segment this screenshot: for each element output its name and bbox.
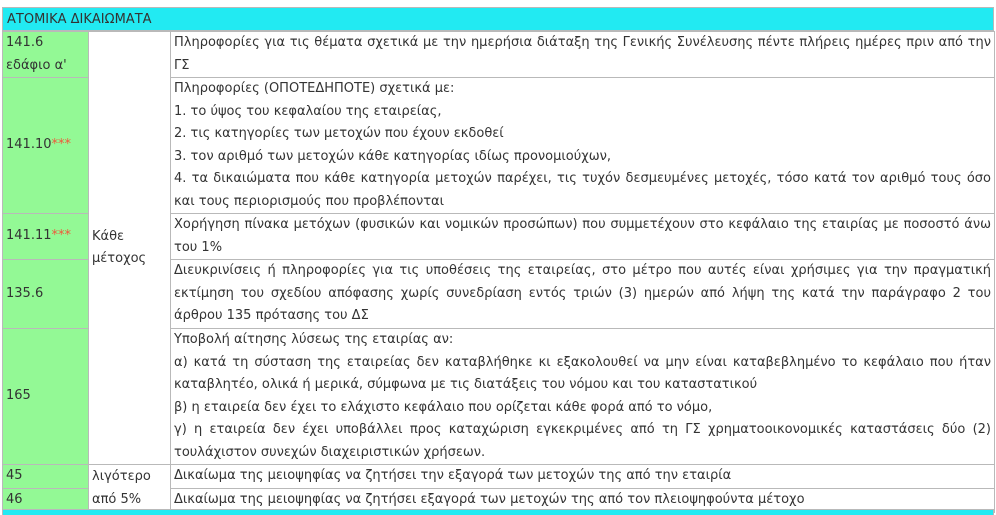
holder-label-line2: από 5% (92, 491, 142, 507)
description-text: 2. τις κατηγορίες των μετοχών που έχουν εκδοθεί (174, 126, 504, 141)
article-number: 165 (6, 388, 31, 404)
description-text: Χορήγηση πίνακα μετόχων (φυσικών και νομικών προσώπων) που συμμετέχουν στο κεφάλαιο της εταιρίας με ποσοστό άνω του 1% (174, 217, 991, 255)
section-header (2, 7, 994, 31)
description-text: 1. το ύψος του κεφαλαίου της εταιρείας, (174, 103, 442, 119)
article-number: 141.6 (6, 35, 44, 50)
description-cell (171, 32, 995, 78)
article-number: 135.6 (6, 285, 44, 301)
table-row (3, 465, 995, 489)
description-text: β) η εταιρεία δεν έχει το ελάχιστο κεφάλαιο που ορίζεται κάθε φορά από το νόμο, (174, 399, 713, 415)
description-cell (171, 78, 995, 214)
description-text: Πληροφορίες (ΟΠΟΤΕΔΗΠΟΤΕ) σχετικά με: (174, 81, 455, 96)
description-cell (171, 329, 995, 465)
description-text: Υποβολή αίτησης λύσεως της εταιρίας αν: (174, 332, 454, 347)
article-cell (3, 465, 89, 489)
description-text: Πληροφορίες για τις θέματα σχετικά με την ημερήσια διάταξη της Γενικής Συνέλευσης πέντε πλήρεις ημέρες πριν από την ΓΣ (174, 35, 991, 73)
holder-label-line2: μέτοχος (92, 251, 147, 266)
article-cell (3, 32, 89, 78)
description-text: γ) η εταιρεία δεν έχει υποβάλλει προς καταχώριση εγκεκριμένες από τη ΓΣ χρηματοοικονομικές καταστάσεις δύο (2) τουλάχιστον συνεχών διαχειριστικών χρήσεων. (174, 422, 991, 460)
rights-table (2, 31, 995, 513)
article-stars: *** (51, 228, 71, 244)
article-cell (3, 214, 89, 260)
article-cell (3, 329, 89, 465)
description-cell (171, 214, 995, 260)
holder-label-line1: Κάθε (92, 228, 125, 244)
table-row (3, 32, 995, 78)
article-cell (3, 78, 89, 214)
description-text: Δικαίωμα της μειοψηφίας να ζητήσει εξαγορά των μετοχών της από τον πλειοψηφούντα μέτοχο (174, 492, 805, 508)
section-title: ΑΤΟΜΙΚΑ ΔΙΚΑΙΩΜΑΤΑ (7, 12, 152, 27)
article-number: 46 (6, 492, 23, 508)
article-cell (3, 260, 89, 329)
holder-cell (89, 32, 171, 465)
holder-cell (89, 465, 171, 513)
description-cell (171, 260, 995, 329)
description-text: α) κατά τη σύσταση της εταιρείας δεν καταβλήθηκε κι εξακολουθεί να μην είναι καταβεβλημένο το κεφάλαιο που ήταν καταβλητέο, ολικά ή μερικά, σύμφωνα με τις διατάξεις του νόμου και του καταστατικού (174, 354, 991, 392)
article-paragraph: εδάφιο α' (6, 57, 67, 73)
description-cell (171, 465, 995, 489)
article-number: 141.10 (6, 137, 52, 153)
holder-label-line1: λιγότερο (92, 469, 151, 484)
article-stars: *** (51, 137, 71, 153)
article-number: 45 (6, 468, 23, 484)
description-text: Δικαίωμα της μειοψηφίας να ζητήσει την εξαγορά των μετοχών της από την εταιρία (174, 468, 732, 484)
article-number: 141.11 (6, 228, 52, 244)
description-text: 4. τα δικαιώματα που κάθε κατηγορία μετοχών παρέχει, τις τυχόν δεσμευμένες μετοχές, τόσο κατά τον αριθμό τους όσο και τους περιορισμούς που προβλέπονται (174, 171, 991, 209)
description-text: 3. τον αριθμό των μετοχών κάθε κατηγορίας ιδίως προνομιούχων, (174, 148, 612, 164)
next-section-header (2, 509, 994, 515)
description-text: Διευκρινίσεις ή πληροφορίες για τις υποθέσεις της εταιρείας, στο μέτρο που αυτές είναι χρήσιμες για την πραγματική εκτίμηση του σχεδίου απόφασης χωρίς συνεδρίαση εντός τριών (3) ημερών από λήψη της κατά την παράγραφο 2 του άρθρου 135 πρότασης του ΔΣ (174, 263, 991, 324)
